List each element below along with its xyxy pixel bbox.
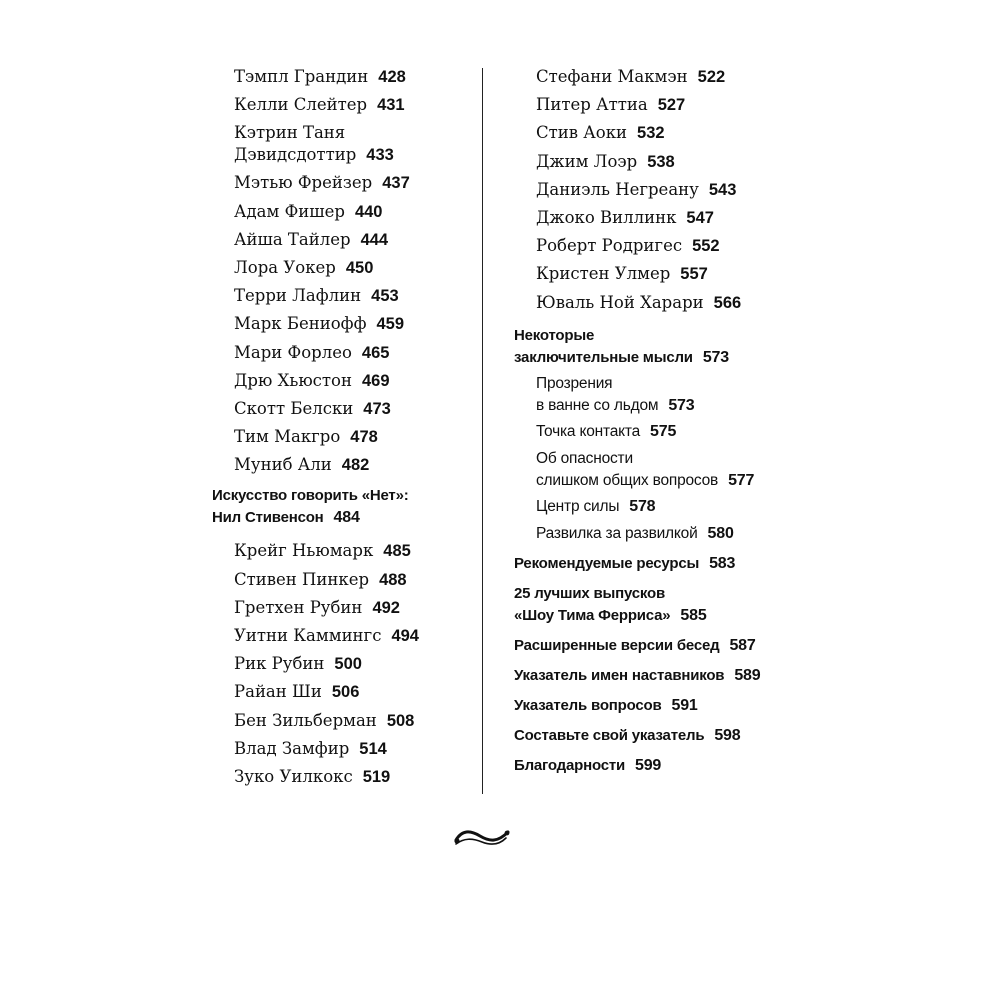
entry-title: Развилка за развилкой	[536, 524, 698, 542]
page-number: 566	[713, 293, 742, 312]
page-number: 552	[692, 237, 720, 256]
page-number: 591	[671, 696, 698, 714]
subsection-entry	[536, 421, 804, 443]
page-number: 431	[377, 96, 405, 115]
entry-name: Райан Ши	[234, 682, 322, 702]
entry-title	[536, 496, 804, 518]
entry-name: Стефани Макмэн	[536, 67, 688, 86]
toc-entry	[234, 201, 474, 229]
toc-entry	[536, 207, 804, 235]
entry-title: Искусство говорить «Нет»:	[212, 487, 409, 505]
page-number: 578	[629, 497, 656, 515]
entry-title	[514, 755, 804, 777]
page-number: 508	[386, 711, 415, 730]
page-number: 440	[354, 202, 383, 221]
entry-name: Зуко Уилкокс	[234, 766, 353, 786]
section-heading	[514, 695, 804, 717]
page-number: 473	[363, 399, 391, 418]
section-heading	[514, 553, 804, 575]
entry-title: Об опасности	[536, 449, 633, 467]
toc-entry	[234, 122, 474, 172]
toc-entry	[536, 151, 804, 179]
entry-title	[536, 470, 804, 492]
entry-title	[514, 347, 804, 369]
page-number: 433	[366, 146, 394, 165]
toc-entry	[234, 540, 474, 568]
page-number: 482	[341, 456, 370, 475]
entry-name: Уитни Каммингс	[234, 626, 382, 645]
entry-title: Рекомендуемые ресурсы	[514, 554, 700, 572]
toc-entry	[536, 94, 804, 122]
column-divider	[482, 68, 483, 794]
entry-title: в ванне со льдом	[536, 396, 659, 414]
page-number: 557	[680, 265, 708, 284]
page-number: 500	[334, 655, 362, 674]
page-number: 485	[383, 542, 411, 561]
entry-name: Стив Аоки	[536, 123, 628, 143]
entry-title: Благодарности	[514, 756, 626, 774]
entry-name: Бен Зильберман	[234, 710, 377, 730]
page-number: 492	[372, 598, 400, 617]
toc-entry	[234, 738, 474, 766]
entry-name: Роберт Родригес	[536, 236, 683, 256]
toc-entry	[234, 172, 474, 200]
page-number: 527	[657, 96, 686, 115]
toc-entry	[536, 292, 804, 320]
page-number: 580	[707, 524, 734, 542]
page-number: 506	[331, 683, 360, 702]
entry-title: 25 лучших выпусков	[514, 584, 665, 602]
page-number: 547	[686, 208, 714, 227]
toc-entry	[234, 454, 474, 482]
entry-title	[536, 421, 804, 443]
entry-name: Крейг Ньюмарк	[234, 541, 374, 561]
entry-title	[514, 635, 804, 657]
toc-entry	[234, 313, 474, 341]
toc-entry	[234, 398, 474, 426]
entry-title: Расширенные версии бесед	[514, 636, 720, 654]
entry-name: Тэмпл Грандин	[234, 67, 369, 86]
page-number: 444	[360, 230, 389, 249]
entry-title	[514, 665, 804, 687]
page-number: 469	[361, 371, 390, 390]
entry-name: Тим Макгро	[234, 427, 341, 447]
page-number: 599	[635, 756, 662, 774]
toc-entry	[536, 122, 804, 150]
toc-entry	[234, 653, 474, 681]
section-heading	[514, 635, 804, 657]
entry-name: Мэтью Фрейзер	[234, 173, 373, 193]
entry-name: Лора Уокер	[234, 257, 336, 277]
subsection-entry	[536, 373, 804, 417]
entry-title	[514, 695, 804, 717]
entry-name: Влад Замфир	[234, 738, 350, 758]
page-number: 585	[680, 606, 707, 624]
toc-entry	[234, 285, 474, 313]
page-number: 514	[359, 739, 387, 758]
page-number: 532	[637, 124, 665, 143]
entry-title	[536, 395, 804, 417]
page-number: 453	[371, 287, 399, 306]
toc-entry	[234, 710, 474, 738]
page-number: 428	[378, 68, 406, 86]
page-number: 450	[345, 258, 374, 277]
toc-right-column	[514, 66, 804, 780]
entry-name: Рик Рубин	[234, 654, 325, 674]
toc-entry	[536, 263, 804, 291]
toc-entry	[234, 766, 474, 794]
swash-ornament-icon	[452, 824, 512, 852]
page-number: 494	[391, 627, 419, 645]
toc-entry	[234, 370, 474, 398]
entry-title: Точка контакта	[536, 422, 641, 440]
page-number: 522	[697, 68, 726, 86]
toc-entry	[234, 229, 474, 257]
toc-entry	[234, 342, 474, 370]
entry-title	[536, 523, 804, 545]
toc-entry	[234, 426, 474, 454]
entry-title: Некоторые	[514, 326, 595, 344]
entry-name: Мари Форлео	[234, 342, 352, 362]
subsection-entry	[536, 448, 804, 492]
entry-title	[514, 605, 804, 627]
entry-name: Адам Фишер	[234, 201, 345, 221]
entry-title	[514, 725, 804, 747]
entry-title: заключительные мысли	[514, 348, 693, 366]
subsection-entry	[536, 496, 804, 518]
entry-title: Указатель имен наставников	[514, 666, 725, 684]
page-number: 587	[729, 636, 756, 654]
page-number: 583	[709, 554, 736, 572]
entry-name: Стивен Пинкер	[234, 569, 370, 589]
section-heading	[514, 325, 804, 369]
entry-title: Центр силы	[536, 497, 620, 515]
entry-name: Джоко Виллинк	[536, 207, 677, 227]
page-number: 478	[350, 428, 378, 447]
page-number: 598	[714, 726, 741, 744]
entry-name: Дрю Хьюстон	[234, 370, 352, 390]
entry-name: Питер Аттиа	[536, 95, 648, 115]
page-number: 465	[361, 343, 390, 362]
entry-title: слишком общих вопросов	[536, 471, 719, 489]
toc-entry	[234, 94, 474, 122]
toc-entry	[234, 625, 474, 653]
page-number: 484	[333, 509, 360, 527]
entry-name: Марк Бениофф	[234, 314, 367, 334]
entry-title: Указатель вопросов	[514, 696, 662, 714]
entry-title: «Шоу Тима Ферриса»	[514, 606, 671, 624]
entry-title	[212, 507, 474, 529]
toc-entry	[536, 235, 804, 263]
entry-name: Даниэль Негреану	[536, 179, 699, 199]
page-number: 575	[650, 422, 677, 440]
page-number: 519	[362, 767, 391, 786]
toc-entry	[234, 597, 474, 625]
entry-name: Кристен Улмер	[536, 264, 671, 284]
toc-entry	[536, 66, 804, 94]
page-number: 459	[376, 315, 405, 334]
toc-entry	[234, 569, 474, 597]
entry-name: Айша Тайлер	[234, 229, 351, 249]
page-number: 589	[734, 666, 761, 684]
section-heading	[514, 583, 804, 627]
page-number: 573	[702, 348, 729, 366]
section-heading	[212, 485, 474, 529]
toc-entry	[234, 66, 474, 94]
entry-title: Составьте свой указатель	[514, 726, 705, 744]
section-heading	[514, 725, 804, 747]
entry-name: Терри Лафлин	[234, 286, 362, 306]
entry-name: Гретхен Рубин	[234, 597, 363, 617]
toc-entry	[234, 257, 474, 285]
page-number: 543	[708, 180, 737, 199]
page-number: 573	[668, 396, 695, 414]
section-heading	[514, 755, 804, 777]
entry-name: Джим Лоэр	[536, 151, 638, 171]
entry-title	[514, 553, 804, 575]
entry-name	[234, 144, 474, 166]
page-number: 437	[382, 174, 410, 193]
entry-name: Скотт Белски	[234, 398, 354, 418]
page-number: 577	[728, 471, 755, 489]
toc-entry	[234, 681, 474, 709]
subsection-entry	[536, 523, 804, 545]
entry-name: Муниб Али	[234, 455, 332, 475]
entry-name: Дэвидсдоттир	[234, 145, 357, 165]
section-heading	[514, 665, 804, 687]
entry-title: Прозрения	[536, 374, 613, 392]
entry-title: Нил Стивенсон	[212, 509, 324, 527]
page-number: 538	[647, 152, 675, 171]
entry-name: Келли Слейтер	[234, 95, 368, 115]
entry-name: Кэтрин Таня	[234, 123, 346, 143]
toc-left-column	[212, 66, 474, 794]
page-number: 488	[379, 570, 407, 589]
toc-entry	[536, 179, 804, 207]
entry-name: Юваль Ной Харари	[536, 292, 704, 312]
